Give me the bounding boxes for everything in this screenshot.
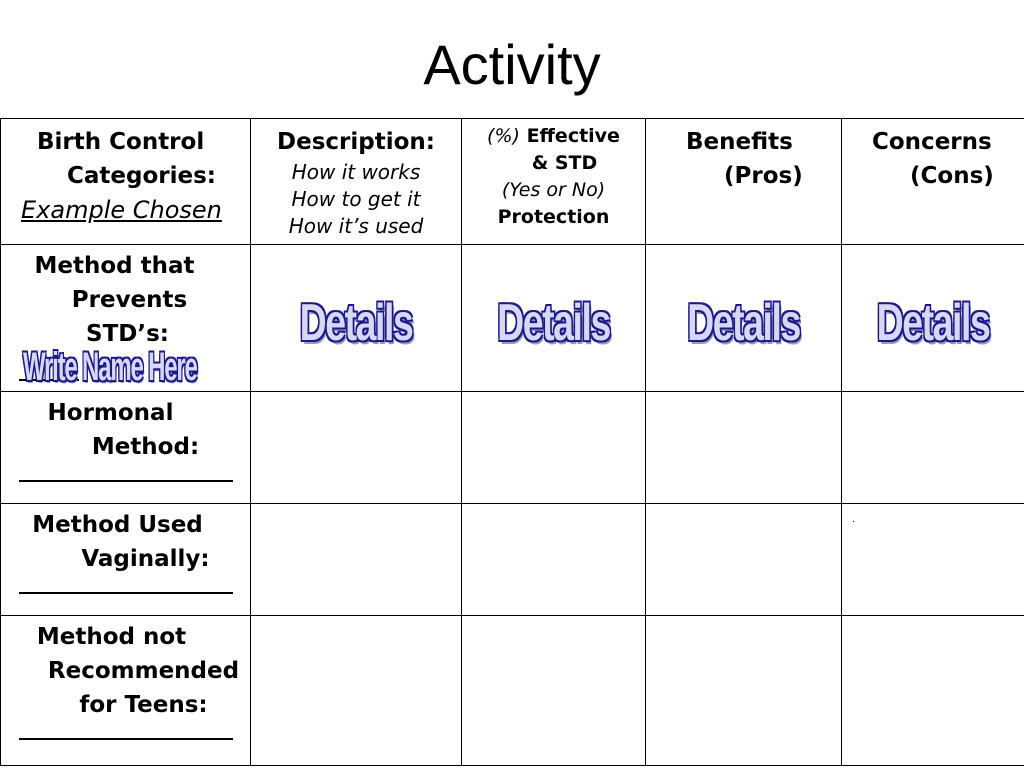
- row2-line2: Method:: [91, 434, 200, 460]
- header-concerns-sub: (Cons): [910, 163, 994, 189]
- empty-cell[interactable]: [462, 504, 646, 616]
- row1-line3: STD’s:: [86, 321, 169, 347]
- activity-table: [0, 118, 1024, 766]
- answer-blank: [19, 466, 233, 482]
- page-title: Activity: [423, 33, 601, 96]
- header-effective-line4: Protection: [497, 206, 610, 228]
- row-label-cell: [1, 392, 251, 504]
- header-effective-prefix: (%): [487, 125, 520, 147]
- write-name-stamp: Write Name Here: [23, 345, 197, 389]
- header-description-title: Description:: [277, 129, 435, 155]
- details-cell[interactable]: [462, 245, 646, 392]
- empty-cell[interactable]: [646, 504, 842, 616]
- empty-cell[interactable]: [462, 392, 646, 504]
- stray-mark: .: [852, 514, 856, 525]
- table-row: [1, 392, 1024, 504]
- header-effective-line2: & STD: [531, 152, 598, 174]
- empty-cell[interactable]: [251, 392, 462, 504]
- empty-cell[interactable]: [251, 504, 462, 616]
- answer-blank: [19, 724, 233, 740]
- details-stamp: Details: [497, 294, 610, 352]
- header-description: [251, 119, 462, 245]
- header-categories-line2: Categories:: [67, 163, 216, 189]
- row4-line2: Recommended: [47, 658, 240, 684]
- table-row: [1, 245, 1024, 392]
- header-categories-line1: Birth Control: [37, 129, 205, 155]
- header-concerns-title: Concerns: [872, 129, 992, 155]
- details-cell[interactable]: [646, 245, 842, 392]
- answer-blank: [19, 578, 233, 594]
- row4-line1: Method not: [36, 624, 187, 650]
- header-description-line2: How it works: [291, 160, 421, 184]
- table-row: [1, 504, 1024, 616]
- header-effective-line1: Effective: [526, 125, 620, 147]
- details-cell[interactable]: [842, 245, 1024, 392]
- header-concerns: [842, 119, 1024, 245]
- header-effective-line3: (Yes or No): [501, 179, 606, 201]
- row4-line3: for Teens:: [79, 692, 208, 718]
- header-effective: [462, 119, 646, 245]
- concern-cell[interactable]: [842, 504, 1024, 616]
- row2-line1: Hormonal: [47, 400, 174, 426]
- empty-cell[interactable]: [251, 616, 462, 766]
- row3-line1: Method Used: [32, 512, 203, 538]
- empty-cell[interactable]: [462, 616, 646, 766]
- details-cell[interactable]: [251, 245, 462, 392]
- row-label-cell: [1, 504, 251, 616]
- row3-line2: Vaginally:: [81, 546, 210, 572]
- header-benefits: [646, 119, 842, 245]
- table-row: [1, 616, 1024, 766]
- row-label-cell: [1, 616, 251, 766]
- details-stamp: Details: [687, 294, 800, 352]
- empty-cell[interactable]: [842, 616, 1024, 766]
- empty-cell[interactable]: [842, 392, 1024, 504]
- header-categories-example: Example Chosen: [21, 196, 222, 224]
- empty-cell[interactable]: [646, 392, 842, 504]
- header-description-line3: How to get it: [291, 187, 421, 211]
- details-stamp: Details: [299, 294, 413, 352]
- header-benefits-title: Benefits: [686, 129, 793, 155]
- details-stamp: Details: [876, 294, 990, 352]
- header-row: [1, 119, 1024, 245]
- row-label-cell: [1, 245, 251, 392]
- row1-line1: Method that: [34, 253, 195, 279]
- header-description-line4: How it’s used: [288, 214, 424, 238]
- header-categories: [1, 119, 251, 245]
- header-benefits-sub: (Pros): [724, 163, 803, 189]
- empty-cell[interactable]: [646, 616, 842, 766]
- row1-line2: Prevents: [71, 287, 188, 313]
